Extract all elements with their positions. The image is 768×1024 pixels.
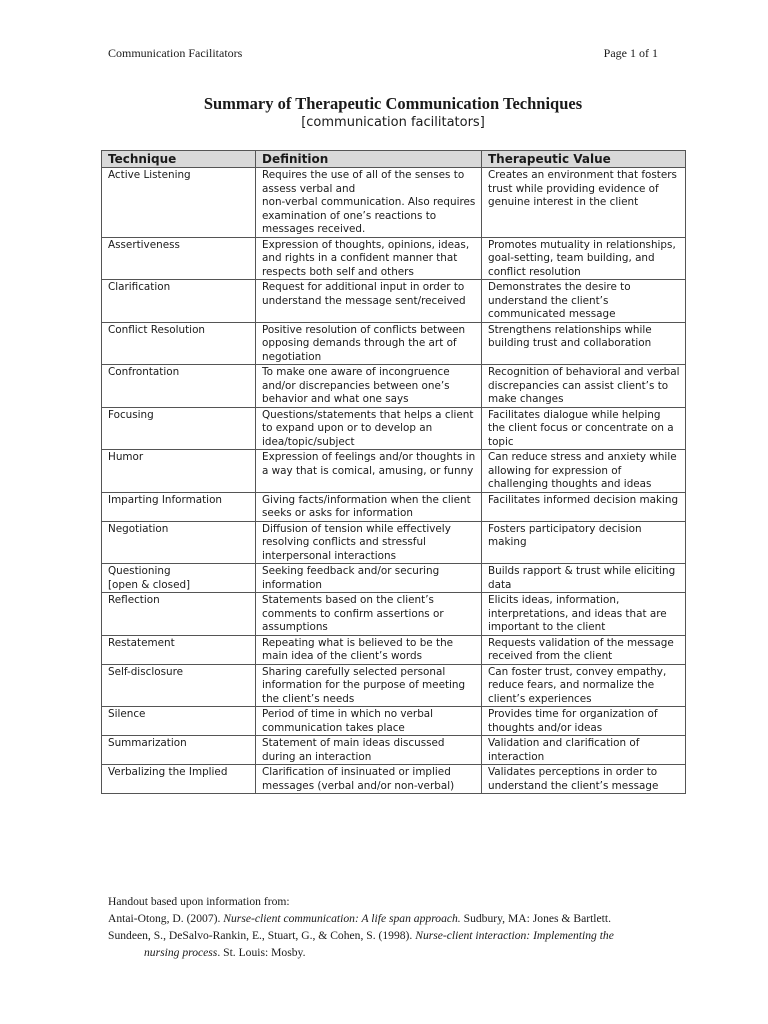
cell-definition: Giving facts/information when the client seeks or asks for information <box>256 492 482 521</box>
table-row <box>102 564 686 593</box>
table-row <box>102 280 686 323</box>
reference-2-title-line1: Nurse-client interaction: Implementing the <box>415 929 614 942</box>
document-subtitle: [communication facilitators] <box>301 115 485 130</box>
cell-technique: Humor <box>102 450 256 493</box>
table-row <box>102 492 686 521</box>
cell-technique: Questioning [open & closed] <box>102 564 256 593</box>
cell-technique: Verbalizing the Implied <box>102 765 256 794</box>
reference-2-authors: Sundeen, S., DeSalvo-Rankin, E., Stuart, G., & Cohen, S. (1998). <box>108 929 416 942</box>
cell-definition: Period of time in which no verbal communication takes place <box>256 707 482 736</box>
reference-2-publisher: . St. Louis: Mosby. <box>217 946 306 959</box>
techniques-table <box>101 150 686 794</box>
cell-therapeutic-value: Can reduce stress and anxiety while allowing for expression of challenging thoughts and ideas <box>482 450 686 493</box>
cell-definition: Statements based on the client’s comments to confirm assertions or assumptions <box>256 593 482 636</box>
cell-definition: To make one aware of incongruence and/or discrepancies between one’s behavior and what one says <box>256 365 482 408</box>
cell-technique: Restatement <box>102 635 256 664</box>
table-row <box>102 707 686 736</box>
table-body <box>102 168 686 794</box>
table-row <box>102 407 686 450</box>
table-row <box>102 593 686 636</box>
cell-technique: Conflict Resolution <box>102 322 256 365</box>
cell-therapeutic-value: Requests validation of the message received from the client <box>482 635 686 664</box>
cell-definition: Requires the use of all of the senses to assess verbal and non-verbal communication. Also requires examination of one’s reactions to messages received. <box>256 168 482 238</box>
header-document-name: Communication Facilitators <box>108 46 243 60</box>
cell-definition: Positive resolution of conflicts between opposing demands through the art of negotiation <box>256 322 482 365</box>
cell-technique: Negotiation <box>102 521 256 564</box>
table-header-row <box>102 151 686 168</box>
reference-2-title-line2: nursing process <box>144 946 218 959</box>
table-row <box>102 450 686 493</box>
cell-technique: Clarification <box>102 280 256 323</box>
cell-therapeutic-value: Validates perceptions in order to understand the client’s message <box>482 765 686 794</box>
cell-definition: Questions/statements that helps a client to expand upon or to develop an idea/topic/subject <box>256 407 482 450</box>
table-row <box>102 365 686 408</box>
cell-therapeutic-value: Demonstrates the desire to understand the client’s communicated message <box>482 280 686 323</box>
cell-therapeutic-value: Elicits ideas, information, interpretations, and ideas that are important to the client <box>482 593 686 636</box>
reference-1-publisher: Sudbury, MA: Jones & Bartlett. <box>460 912 612 925</box>
cell-technique: Summarization <box>102 736 256 765</box>
table-row <box>102 322 686 365</box>
reference-1-title: Nurse-client communication: A life span approach. <box>223 912 461 925</box>
title-block <box>0 94 768 131</box>
cell-definition: Clarification of insinuated or implied messages (verbal and/or non-verbal) <box>256 765 482 794</box>
table-row <box>102 635 686 664</box>
cell-technique: Confrontation <box>102 365 256 408</box>
cell-technique: Active Listening <box>102 168 256 238</box>
cell-therapeutic-value: Facilitates informed decision making <box>482 492 686 521</box>
cell-therapeutic-value: Facilitates dialogue while helping the client focus or concentrate on a topic <box>482 407 686 450</box>
cell-therapeutic-value: Creates an environment that fosters trust while providing evidence of genuine interest in the client <box>482 168 686 238</box>
cell-definition: Request for additional input in order to understand the message sent/received <box>256 280 482 323</box>
references <box>108 893 688 961</box>
header-page-number: Page 1 of 1 <box>603 46 658 60</box>
cell-definition: Repeating what is believed to be the main idea of the client’s words <box>256 635 482 664</box>
cell-definition: Statement of main ideas discussed during an interaction <box>256 736 482 765</box>
cell-definition: Sharing carefully selected personal information for the purpose of meeting the client’s needs <box>256 664 482 707</box>
cell-technique: Self-disclosure <box>102 664 256 707</box>
cell-technique: Reflection <box>102 593 256 636</box>
table-row <box>102 237 686 280</box>
reference-1 <box>108 910 688 927</box>
page-header <box>108 46 658 61</box>
cell-technique: Imparting Information <box>102 492 256 521</box>
cell-technique: Focusing <box>102 407 256 450</box>
cell-therapeutic-value: Validation and clarification of interaction <box>482 736 686 765</box>
cell-definition: Diffusion of tension while effectively resolving conflicts and stressful interpersonal interactions <box>256 521 482 564</box>
cell-definition: Expression of feelings and/or thoughts in a way that is comical, amusing, or funny <box>256 450 482 493</box>
cell-technique: Silence <box>102 707 256 736</box>
column-header-technique: Technique <box>102 151 256 168</box>
column-header-definition: Definition <box>256 151 482 168</box>
cell-definition: Seeking feedback and/or securing information <box>256 564 482 593</box>
cell-therapeutic-value: Can foster trust, convey empathy, reduce fears, and normalize the client’s experiences <box>482 664 686 707</box>
cell-therapeutic-value: Strengthens relationships while building trust and collaboration <box>482 322 686 365</box>
reference-1-authors: Antai-Otong, D. (2007). <box>108 912 224 925</box>
cell-therapeutic-value: Recognition of behavioral and verbal discrepancies can assist client’s to make changes <box>482 365 686 408</box>
table-row <box>102 168 686 238</box>
cell-therapeutic-value: Provides time for organization of thoughts and/or ideas <box>482 707 686 736</box>
references-intro: Handout based upon information from: <box>108 895 290 908</box>
table-row <box>102 664 686 707</box>
cell-therapeutic-value: Fosters participatory decision making <box>482 521 686 564</box>
cell-technique: Assertiveness <box>102 237 256 280</box>
table-row <box>102 521 686 564</box>
column-header-therapeutic-value: Therapeutic Value <box>482 151 686 168</box>
document-title: Summary of Therapeutic Communication Techniques <box>203 94 583 113</box>
table-row <box>102 765 686 794</box>
reference-2 <box>108 927 688 944</box>
table-row <box>102 736 686 765</box>
cell-therapeutic-value: Builds rapport & trust while eliciting data <box>482 564 686 593</box>
reference-2-continued <box>108 944 688 961</box>
cell-definition: Expression of thoughts, opinions, ideas, and rights in a confident manner that respects both self and others <box>256 237 482 280</box>
cell-therapeutic-value: Promotes mutuality in relationships, goal-setting, team building, and conflict resolution <box>482 237 686 280</box>
